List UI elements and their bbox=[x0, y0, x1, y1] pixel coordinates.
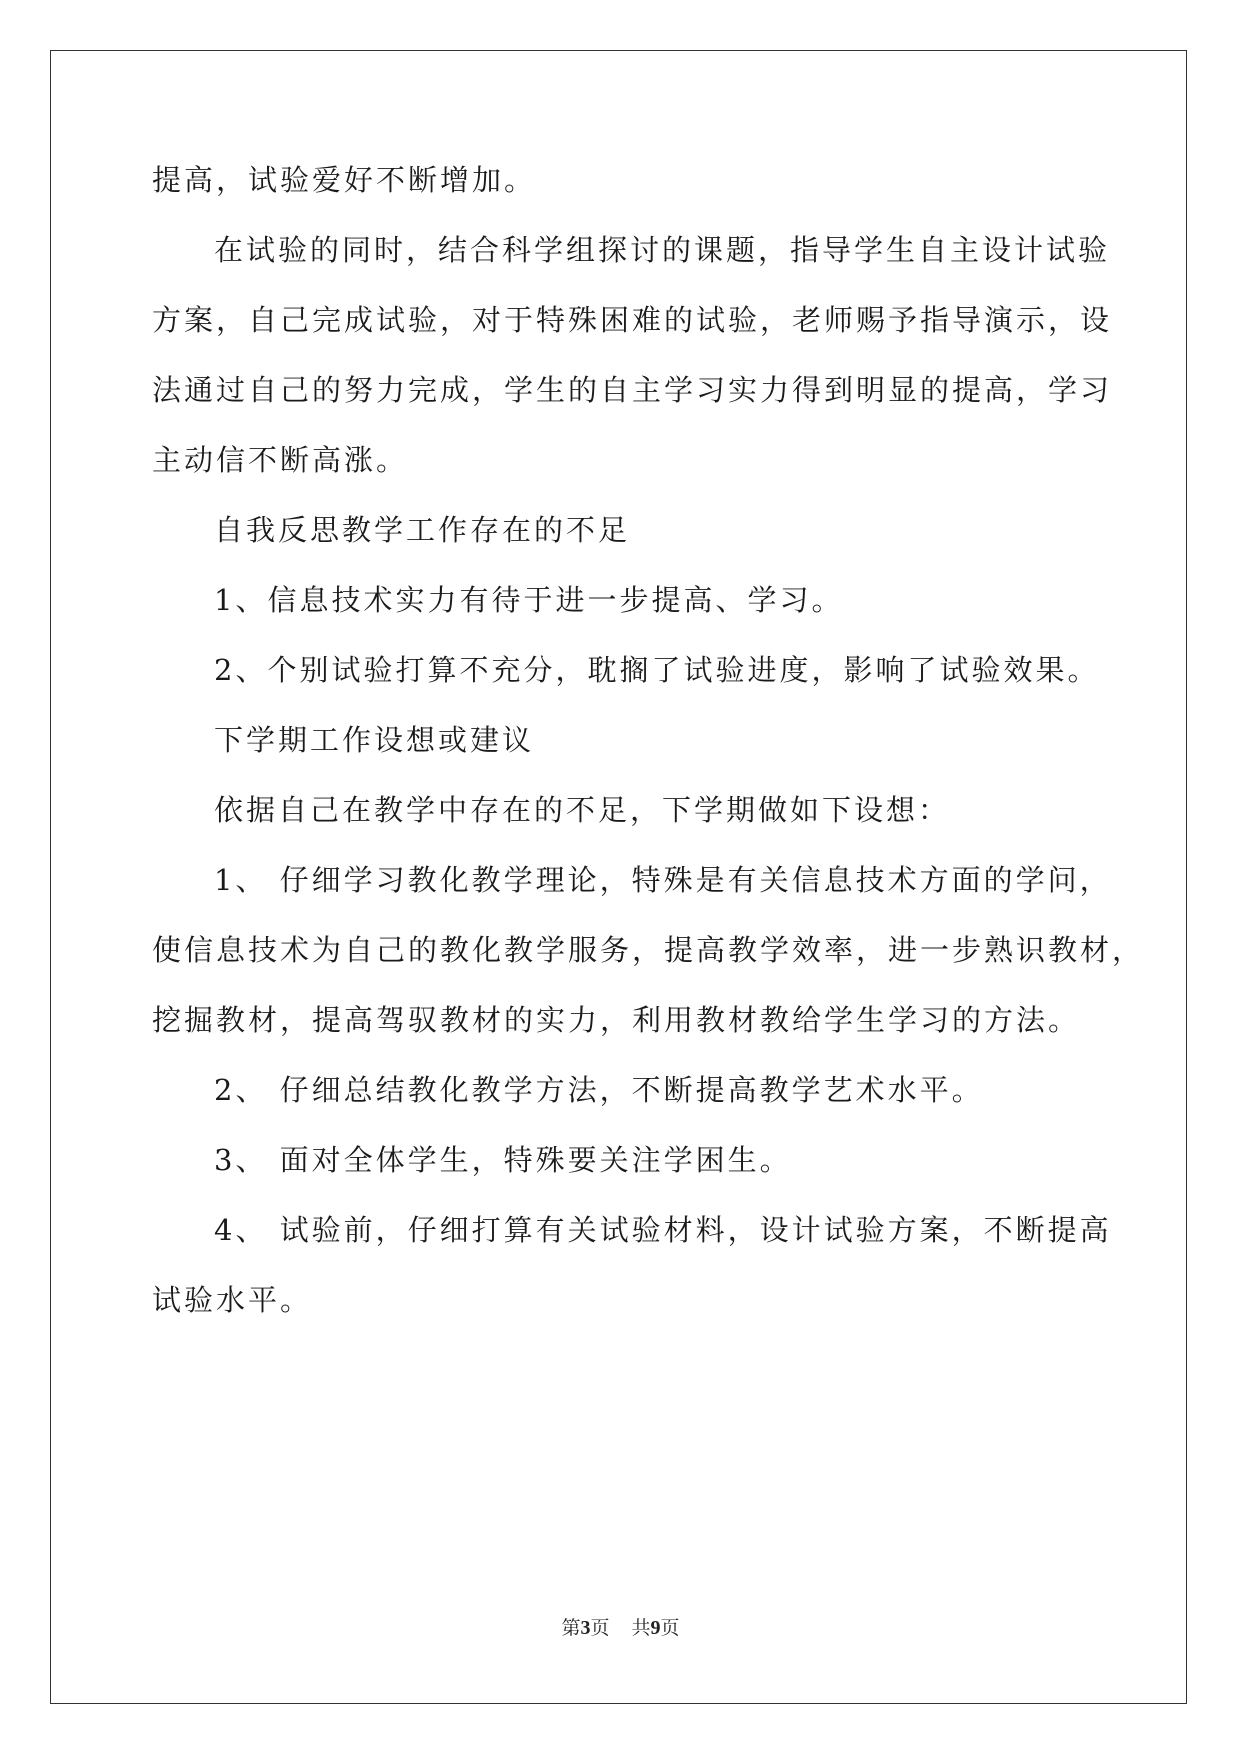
list-item: 1、 仔细学习教化教学理论，特殊是有关信息技术方面的学问， bbox=[214, 863, 1112, 897]
total-page-number: 9 bbox=[650, 1617, 661, 1639]
page-suffix: 页 bbox=[590, 1617, 610, 1639]
paragraph-line: 挖掘教材，提高驾驭教材的实力，利用教材教给学生学习的方法。 bbox=[152, 1003, 1081, 1037]
paragraph-line: 法通过自己的努力完成，学生的自主学习实力得到明显的提高，学习 bbox=[152, 373, 1113, 407]
list-item: 4、 试验前，仔细打算有关试验材料，设计试验方案，不断提高 bbox=[214, 1213, 1112, 1247]
list-item: 3、 面对全体学生，特殊要关注学困生。 bbox=[214, 1143, 792, 1177]
paragraph-line: 主动信不断高涨。 bbox=[152, 443, 409, 477]
paragraph-line: 使信息技术为自己的教化教学服务，提高教学效率，进一步熟识教材， bbox=[152, 933, 1145, 967]
page-footer bbox=[0, 1616, 1241, 1640]
list-item: 2、个别试验打算不充分，耽搁了试验进度，影响了试验效果。 bbox=[214, 653, 1100, 687]
paragraph-line: 依据自己在教学中存在的不足，下学期做如下设想： bbox=[214, 793, 951, 827]
paragraph-line: 方案，自己完成试验，对于特殊困难的试验，老师赐予指导演示，设 bbox=[152, 303, 1113, 337]
total-prefix: 共 bbox=[631, 1617, 651, 1639]
page-prefix: 第 bbox=[561, 1617, 581, 1639]
paragraph-line: 试验水平。 bbox=[152, 1283, 313, 1317]
section-heading: 自我反思教学工作存在的不足 bbox=[214, 513, 631, 547]
list-item: 2、 仔细总结教化教学方法，不断提高教学艺术水平。 bbox=[214, 1073, 984, 1107]
paragraph-line: 提高，试验爱好不断增加。 bbox=[152, 163, 537, 197]
list-item: 1、信息技术实力有待于进一步提高、学习。 bbox=[214, 583, 844, 617]
section-heading: 下学期工作设想或建议 bbox=[214, 723, 535, 757]
current-page-number: 3 bbox=[580, 1617, 591, 1639]
paragraph-line: 在试验的同时，结合科学组探讨的课题，指导学生自主设计试验 bbox=[214, 233, 1111, 267]
total-suffix: 页 bbox=[660, 1617, 680, 1639]
